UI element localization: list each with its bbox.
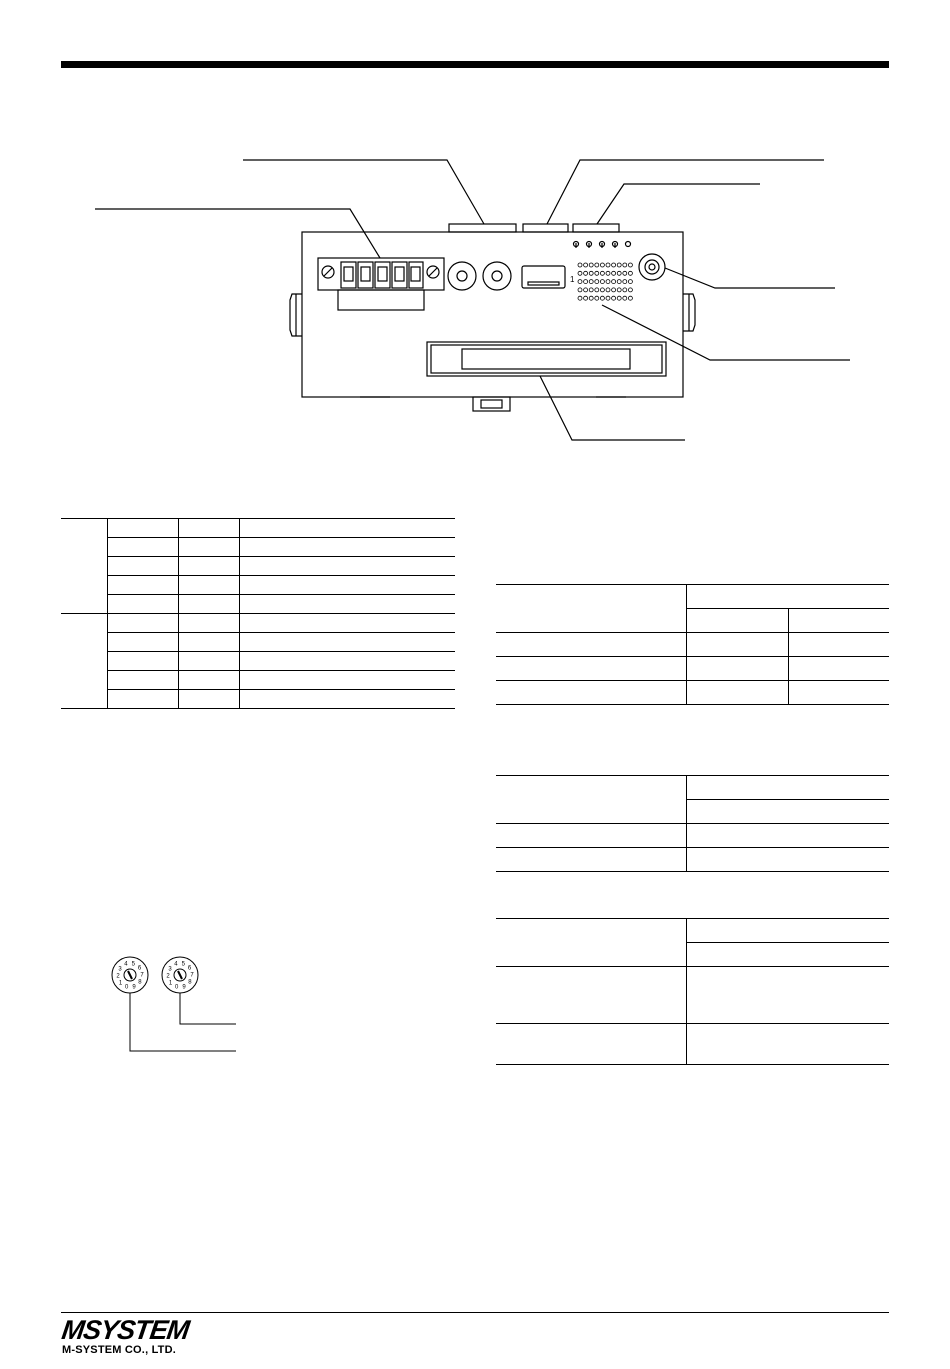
company-logo: MSYSTEM bbox=[59, 1315, 191, 1345]
dial-digit: 1 bbox=[118, 980, 123, 987]
dial-digit: 8 bbox=[138, 979, 142, 986]
matrix-dot bbox=[612, 288, 616, 292]
matrix-dot bbox=[623, 288, 627, 292]
right-table-3 bbox=[496, 918, 889, 1065]
top-connector-2 bbox=[523, 224, 568, 232]
leader-line-6 bbox=[602, 305, 850, 360]
matrix-dot bbox=[606, 271, 610, 275]
dial-digit: 2 bbox=[116, 973, 120, 980]
matrix-dot bbox=[606, 288, 610, 292]
device-body bbox=[302, 232, 683, 397]
matrix-dot bbox=[589, 296, 593, 300]
dial-digit: 9 bbox=[182, 984, 186, 991]
matrix-dot bbox=[578, 263, 582, 267]
matrix-dot bbox=[584, 296, 588, 300]
matrix-dot bbox=[628, 271, 632, 275]
matrix-dot bbox=[623, 280, 627, 284]
status-leds bbox=[574, 242, 631, 249]
matrix-dot bbox=[589, 271, 593, 275]
matrix-dot bbox=[617, 263, 621, 267]
dial-digit: 7 bbox=[190, 972, 194, 979]
leader-line-1 bbox=[243, 160, 484, 224]
dial-leader-line-2 bbox=[180, 993, 236, 1024]
dot-matrix-display bbox=[578, 263, 632, 300]
matrix-dot bbox=[623, 296, 627, 300]
matrix-dot bbox=[578, 296, 582, 300]
company-name: M-SYSTEM CO., LTD. bbox=[62, 1344, 177, 1356]
matrix-dot bbox=[595, 271, 599, 275]
reset-knob bbox=[639, 254, 665, 280]
round-connector-1 bbox=[448, 262, 476, 290]
leader-line-5 bbox=[665, 268, 835, 288]
matrix-dot bbox=[617, 296, 621, 300]
bottom-clip bbox=[473, 397, 510, 411]
round-connector-2 bbox=[483, 262, 511, 290]
matrix-dot bbox=[595, 263, 599, 267]
matrix-dot bbox=[589, 263, 593, 267]
dial-digit: 8 bbox=[188, 979, 192, 986]
rotary-switches-drawing bbox=[90, 945, 250, 1065]
leader-line-7 bbox=[540, 376, 685, 440]
dial-digit: 6 bbox=[137, 965, 142, 972]
matrix-dot bbox=[628, 296, 632, 300]
matrix-dot bbox=[612, 271, 616, 275]
matrix-dot bbox=[584, 263, 588, 267]
bottom-rule bbox=[61, 1312, 889, 1313]
matrix-dot bbox=[584, 271, 588, 275]
matrix-dot bbox=[589, 288, 593, 292]
matrix-dot bbox=[612, 280, 616, 284]
device-front-view-drawing bbox=[0, 0, 950, 470]
dial-leader-line-1 bbox=[130, 993, 236, 1051]
matrix-dot bbox=[606, 280, 610, 284]
matrix-dot bbox=[600, 280, 604, 284]
matrix-dot bbox=[623, 271, 627, 275]
leader-line-3 bbox=[547, 160, 824, 224]
dial-digit: 3 bbox=[118, 966, 122, 973]
matrix-dot bbox=[617, 280, 621, 284]
top-connector-3 bbox=[573, 224, 619, 232]
matrix-dot bbox=[606, 263, 610, 267]
dial-digit: 5 bbox=[181, 961, 185, 968]
dial-digit: 9 bbox=[132, 984, 136, 991]
dial-digit: 3 bbox=[168, 966, 172, 973]
right-table-2 bbox=[496, 775, 889, 872]
terminal-block bbox=[318, 258, 444, 290]
matrix-dot bbox=[628, 288, 632, 292]
dial-digit: 1 bbox=[168, 980, 173, 987]
matrix-dot bbox=[595, 288, 599, 292]
dial-digit: 4 bbox=[124, 961, 128, 968]
dial-digit: 2 bbox=[166, 973, 170, 980]
matrix-dot bbox=[595, 280, 599, 284]
matrix-dot bbox=[628, 263, 632, 267]
leader-line-2 bbox=[95, 209, 380, 258]
matrix-dot bbox=[578, 280, 582, 284]
dial-digit: 0 bbox=[125, 984, 129, 991]
matrix-dot bbox=[584, 280, 588, 284]
matrix-dot bbox=[595, 296, 599, 300]
matrix-dot bbox=[578, 271, 582, 275]
matrix-dot bbox=[617, 288, 621, 292]
matrix-dot bbox=[589, 280, 593, 284]
dial-digit: 7 bbox=[140, 972, 144, 979]
dial-digit: 4 bbox=[174, 961, 178, 968]
dial-digit: 6 bbox=[187, 965, 192, 972]
right-table-1 bbox=[496, 584, 889, 705]
matrix-dot bbox=[606, 296, 610, 300]
dial-digit: 0 bbox=[175, 984, 179, 991]
led-index-label: 1 bbox=[570, 275, 575, 284]
matrix-dot bbox=[612, 263, 616, 267]
matrix-dot bbox=[617, 271, 621, 275]
top-connector-1 bbox=[449, 224, 516, 232]
matrix-dot bbox=[600, 271, 604, 275]
matrix-dot bbox=[600, 263, 604, 267]
matrix-dot bbox=[612, 296, 616, 300]
left-table bbox=[61, 500, 455, 709]
matrix-dot bbox=[584, 288, 588, 292]
dial-digit: 5 bbox=[131, 961, 135, 968]
matrix-dot bbox=[600, 296, 604, 300]
matrix-dot bbox=[600, 288, 604, 292]
matrix-dot bbox=[623, 263, 627, 267]
matrix-dot bbox=[578, 288, 582, 292]
matrix-dot bbox=[628, 280, 632, 284]
leader-line-4 bbox=[597, 184, 760, 224]
